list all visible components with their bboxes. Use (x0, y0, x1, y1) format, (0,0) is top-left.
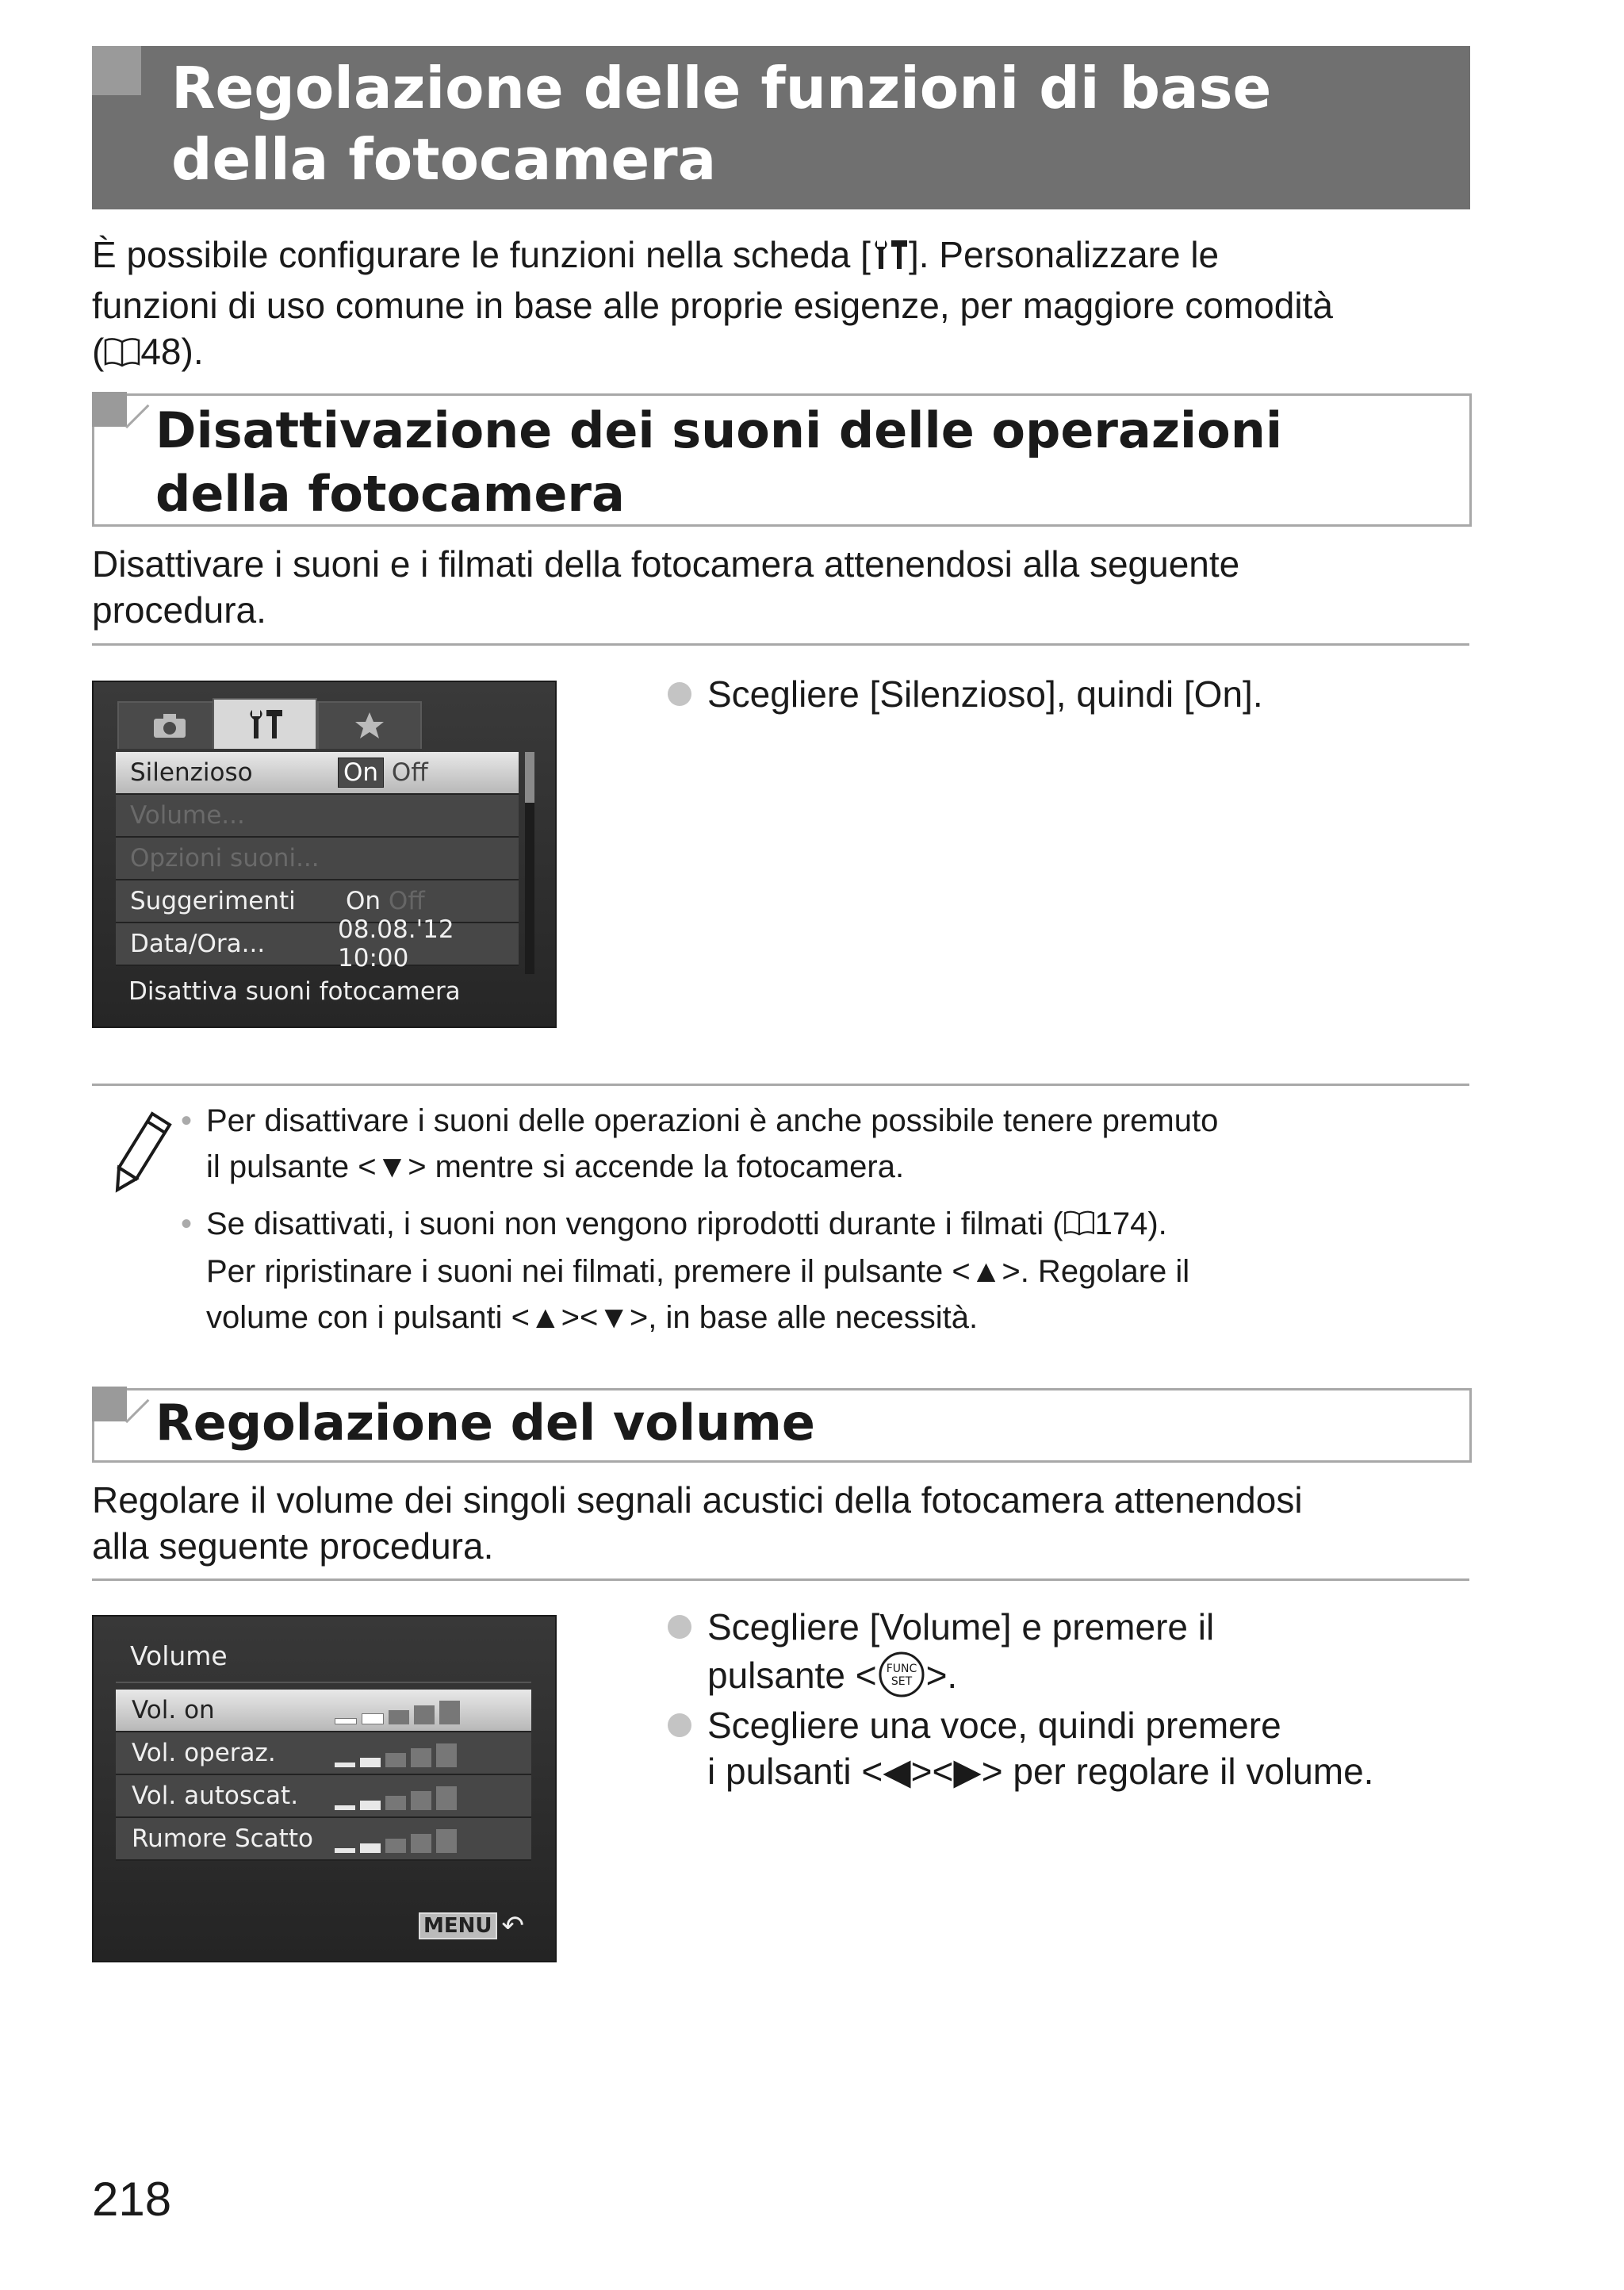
divider (92, 1084, 1469, 1086)
volume-meter[interactable] (335, 1743, 457, 1767)
note-text: >< (561, 1300, 599, 1336)
section-title-mute (155, 399, 1456, 526)
menu-row-silenzioso[interactable] (116, 752, 519, 795)
camera-icon (117, 701, 222, 749)
section-description (92, 1477, 1472, 1569)
desc-line1: Disattivare i suoni e i filmati della fotocamera attenendosi alla seguente (92, 543, 1240, 585)
page-title (171, 52, 1456, 195)
up-arrow-icon: ▲ (970, 1254, 1002, 1290)
desc-line2: procedura. (92, 589, 266, 631)
menu-row-label: Data/Ora... (130, 930, 266, 958)
down-arrow-icon: ▼ (376, 1149, 408, 1184)
step-text: pulsante < (707, 1655, 877, 1696)
divider (92, 1578, 1469, 1581)
step-bullet (668, 682, 691, 706)
step-instruction-2 (707, 1702, 1469, 1794)
off-option: Off (391, 758, 428, 787)
step-text: >. (925, 1655, 958, 1696)
section-description (92, 541, 1472, 633)
desc-line1: Regolare il volume dei singoli segnali acustici della fotocamera attenendosi (92, 1479, 1303, 1521)
note-text: Per disattivare i suoni delle operazioni è anche possibile tenere premuto (206, 1103, 1219, 1138)
volume-row-label: Vol. autoscat. (132, 1782, 299, 1810)
volume-meter[interactable] (335, 1786, 457, 1810)
on-option: On (338, 758, 384, 788)
pencil-icon (108, 1107, 179, 1199)
page-title-line2: della fotocamera (171, 126, 717, 193)
note-bullet-2 (181, 1201, 1467, 1341)
left-arrow-icon: ◀ (883, 1751, 911, 1792)
on-option: On (346, 887, 381, 915)
menu-row-label: Silenzioso (130, 758, 253, 787)
svg-text:SET: SET (891, 1675, 912, 1688)
note-text: 174). (1094, 1206, 1167, 1241)
menu-row-data-ora[interactable] (116, 915, 519, 972)
camera-settings-screen (92, 681, 557, 1028)
step-text: Scegliere [Volume] e premere il (707, 1606, 1215, 1647)
volume-row-vol-operaz[interactable] (116, 1732, 531, 1775)
volume-meter[interactable] (335, 1829, 457, 1853)
section-corner-tab (92, 1387, 127, 1421)
menu-row-value (338, 758, 428, 788)
menu-row-label: Volume... (130, 801, 245, 830)
scrollbar-thumb[interactable] (525, 752, 534, 803)
menu-row-volume[interactable] (116, 795, 519, 838)
screen-hint: Disattiva suoni fotocamera (128, 977, 461, 1006)
note-text: Per ripristinare i suoni nei filmati, premere il pulsante < (206, 1254, 971, 1290)
func-set-button-icon (877, 1650, 926, 1709)
book-icon (1063, 1203, 1095, 1249)
banner-corner-tab (92, 46, 141, 95)
book-icon (104, 332, 140, 378)
note-text: il pulsante < (206, 1149, 377, 1184)
note-text: >. Regolare il (1002, 1254, 1190, 1290)
star-icon (317, 701, 422, 749)
note-text: Se disattivati, i suoni non vengono riprodotti durante i filmati ( (206, 1206, 1063, 1241)
intro-paren: ( (92, 331, 105, 372)
wrench-hammer-icon (213, 698, 317, 749)
camera-volume-screen (92, 1615, 557, 1962)
page-title-line1: Regolazione delle funzioni di base (171, 55, 1272, 121)
step-text: Scegliere una voce, quindi premere (707, 1705, 1281, 1746)
intro-text-a: È possibile configurare le funzioni nella scheda [ (92, 234, 871, 275)
note-bullet-1 (181, 1098, 1467, 1190)
section-title-line2: della fotocamera (155, 465, 625, 523)
volume-row-vol-on[interactable] (116, 1690, 531, 1732)
volume-row-vol-autoscat[interactable] (116, 1775, 531, 1818)
wrench-hammer-icon (871, 236, 909, 282)
bullet-mark: • (181, 1103, 193, 1138)
volume-row-label: Vol. operaz. (132, 1739, 276, 1767)
up-arrow-icon: ▲ (530, 1300, 561, 1336)
section-corner-tab (92, 392, 127, 427)
intro-text-b: ]. Personalizzare le (908, 234, 1220, 275)
intro-page-ref: 48). (140, 331, 204, 372)
menu-label: MENU (419, 1912, 497, 1939)
date-time-value: 08.08.'12 10:00 (338, 915, 454, 972)
down-arrow-icon: ▼ (598, 1300, 630, 1336)
menu-scrollbar[interactable] (525, 752, 534, 974)
intro-paragraph (92, 232, 1472, 378)
intro-line2: funzioni di uso comune in base alle proprie esigenze, per maggiore comodità (92, 285, 1333, 326)
step-text: i pulsanti < (707, 1751, 883, 1792)
right-arrow-icon: ▶ (953, 1751, 982, 1792)
menu-row-value (346, 887, 425, 915)
note-text: volume con i pulsanti < (206, 1300, 530, 1336)
menu-back-button[interactable] (419, 1910, 524, 1942)
bullet-mark: • (181, 1206, 193, 1241)
off-option: Off (388, 887, 425, 915)
divider (92, 643, 1469, 646)
step-bullet (668, 1615, 691, 1639)
menu-row-label: Suggerimenti (130, 887, 296, 915)
note-text: >, in base alle necessità. (629, 1300, 979, 1336)
volume-meter[interactable] (335, 1701, 460, 1724)
section-title-volume: Regolazione del volume (155, 1394, 815, 1452)
menu-row-label: Opzioni suoni... (130, 844, 320, 873)
note-text: > mentre si accende la fotocamera. (408, 1149, 905, 1184)
menu-row-opzioni-suoni[interactable] (116, 838, 519, 880)
screen-title: Volume (130, 1640, 228, 1671)
screen-divider (116, 1682, 531, 1683)
section-title-line1: Disattivazione dei suoni delle operazioni (155, 401, 1283, 459)
page-number: 218 (92, 2173, 172, 2226)
volume-row-label: Vol. on (132, 1696, 215, 1724)
step-instruction-1 (707, 1604, 1469, 1709)
volume-row-rumore-scatto[interactable] (116, 1818, 531, 1861)
svg-text:FUNC: FUNC (886, 1663, 917, 1675)
step-text: >< (910, 1751, 954, 1792)
step-bullet (668, 1713, 691, 1737)
return-arrow-icon: ↶ (501, 1910, 525, 1942)
desc-line2: alla seguente procedura. (92, 1525, 494, 1567)
step-instruction: Scegliere [Silenzioso], quindi [On]. (707, 673, 1263, 715)
step-text: > per regolare il volume. (981, 1751, 1374, 1792)
volume-row-label: Rumore Scatto (132, 1824, 313, 1853)
